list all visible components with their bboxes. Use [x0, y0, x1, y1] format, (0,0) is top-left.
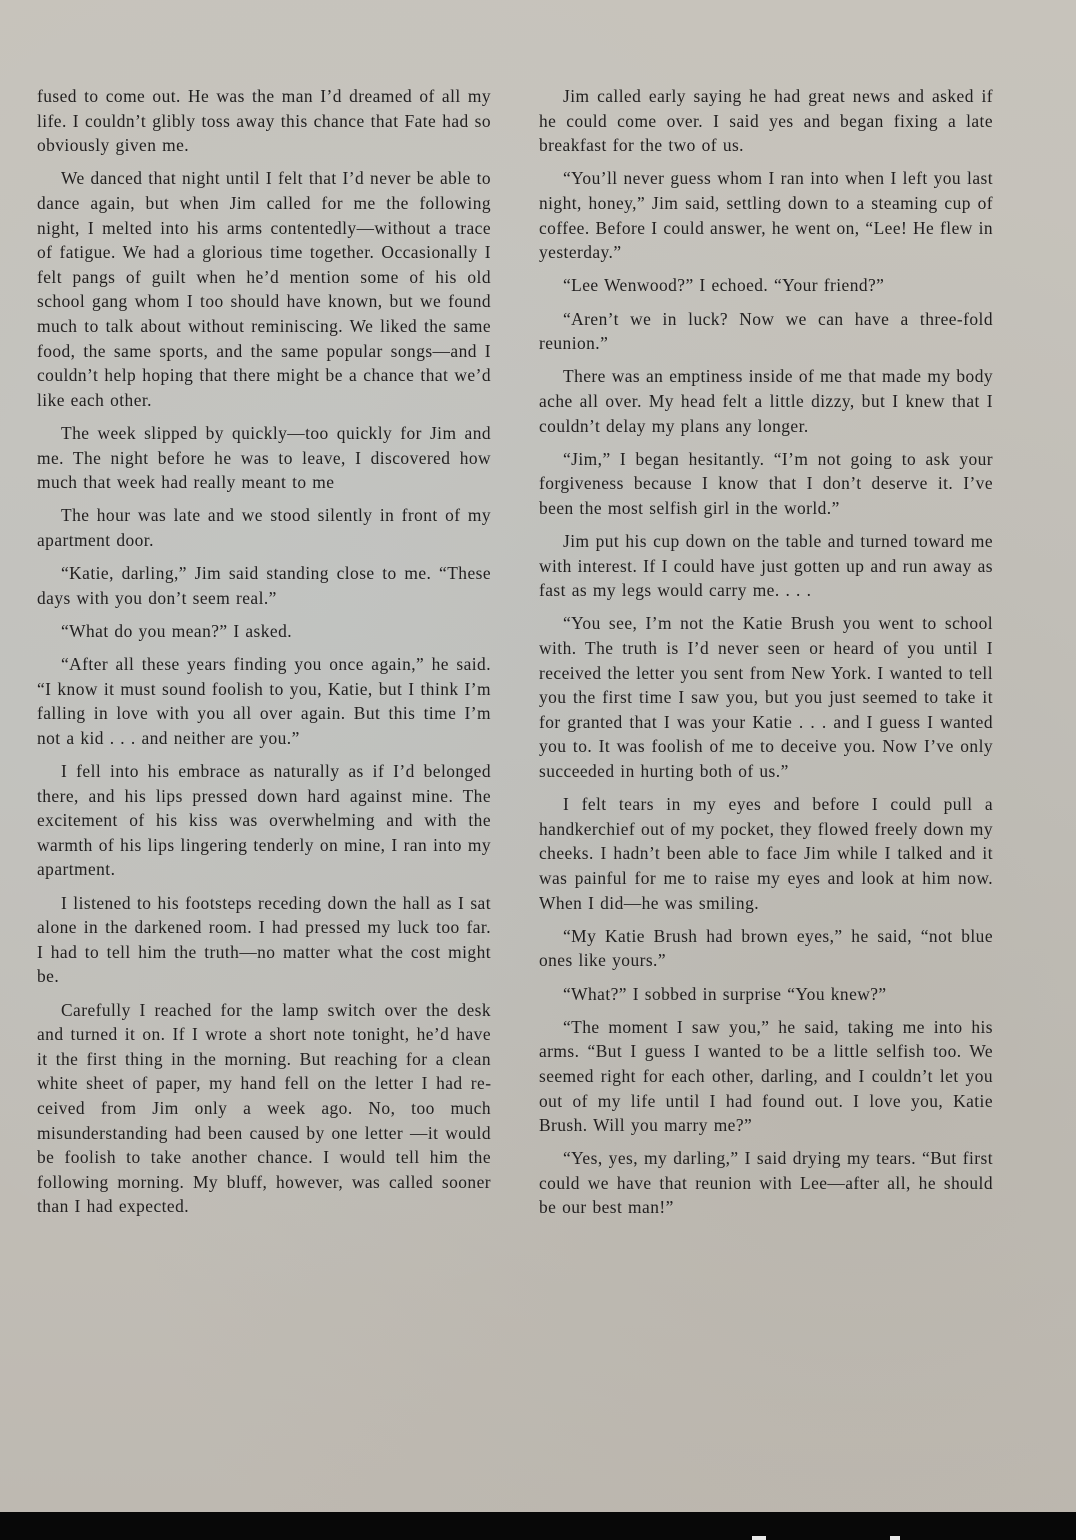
- paragraph: “Yes, yes, my darling,” I said drying my tears. “But first could we have that reunion with Lee—after all, he should be our best man!”: [539, 1148, 993, 1218]
- right-column: [539, 84, 993, 1229]
- paragraph: “You see, I’m not the Katie Brush you went to school with. The truth is I’d never seen or heard of you until I received the letter you sent from New York. I wanted to tell you the first time I saw you, but you just seemed to take it for granted that I was your Katie . . . and I guess I wanted you to. It was foolish of me to deceive you. Now I’ve only succeeded in hurting both of us.”: [539, 613, 993, 781]
- paragraph: I felt tears in my eyes and before I could pull a handkerchief out of my pocket, they flowed freely down my cheeks. I hadn’t been able to face Jim while I talked and it was painful for me to raise my eyes and look at him now. When I did—he was smiling.: [539, 794, 993, 913]
- paragraph: “The moment I saw you,” he said, taking me into his arms. “But I guess I wanted to be a little selfish too. We seemed right for each other, darling, and I couldn’t let you out of my life until I had found out. I love you, Katie Brush. Will you marry me?”: [539, 1016, 993, 1136]
- paragraph: “What do you mean?” I asked.: [61, 620, 293, 641]
- paragraph: Jim called early saying he had great news and asked if he could come over. I said yes and began fixing a late breakfast for the two of us.: [539, 86, 993, 156]
- paragraph: “Jim,” I began hesitantly. “I’m not going to ask your forgiveness because I know that I don’t deserve it. I’ve been the most selfish girl in the world.”: [539, 448, 993, 518]
- scan-bottom-border: [0, 1512, 1076, 1540]
- paragraph: Jim put his cup down on the table and turned toward me with interest. If I could have just gotten up and run away as fast as my legs would carry me. . . .: [539, 531, 993, 601]
- paragraph: The week slipped by quickly—too quickly for Jim and me. The night before he was to leave, I discovered how much that week had really meant to me: [37, 422, 491, 493]
- scan-edge-mark: [752, 1536, 766, 1540]
- paragraph: Carefully I reached for the lamp switch over the desk and turned it on. If I wrote a short note tonight, he’d have it the first thing in the morning. But reaching for a clean white sheet of paper, my hand fell on the letter I had received from Jim only a week ago. No, too much misunderstanding had been caused by one letter —it would be foolish to take another chance. I would tell him the following morning. My bluff, however, was called sooner than I had expected.: [37, 999, 491, 1217]
- paragraph: “You’ll never guess whom I ran into when I left you last night, honey,” Jim said, settling down to a steaming cup of coffee. Before I could answer, he went on, “Lee! He flew in yesterday.”: [539, 168, 993, 263]
- paragraph: We danced that night until I felt that I’d never be able to dance again, but when Jim called for me the following night, I melted into his arms contentedly—without a trace of fatigue. We had a glorious time together. Occasionally I felt pangs of guilt when he’d mention some of his old school gang whom I too should have known, but we found much to talk about without reminiscing. We liked the same food, the same sports, and the same popular songs—and I couldn’t help hoping that there might be a chance that we’d like each other.: [37, 168, 491, 410]
- paragraph: “Aren’t we in luck? Now we can have a three-fold reunion.”: [539, 308, 993, 354]
- left-column: [37, 84, 491, 1227]
- scan-edge-mark: [890, 1536, 900, 1540]
- paragraph: “What?” I sobbed in surprise “You knew?”: [563, 983, 887, 1004]
- paragraph: There was an emptiness inside of me that made my body ache all over. My head felt a little dizzy, but I knew that I couldn’t delay my plans any longer.: [539, 366, 993, 436]
- paragraph: “Katie, darling,” Jim said standing close to me. “These days with you don’t seem real.”: [37, 563, 491, 608]
- paragraph: I fell into his embrace as naturally as if I’d belonged there, and his lips pressed down hard against mine. The excitement of his kiss was overwhelming and with the warmth of his lips lingering tenderly on mine, I ran into my apartment.: [37, 761, 491, 880]
- paragraph: “My Katie Brush had brown eyes,” he said, “not blue ones like yours.”: [539, 925, 993, 971]
- paragraph: I listened to his footsteps receding down the hall as I sat alone in the darkened room. I had pressed my luck too far. I had to tell him the truth—no matter what the cost might be.: [37, 892, 491, 987]
- paragraph: The hour was late and we stood silently in front of my apartment door.: [37, 505, 491, 550]
- paragraph-continued: fused to come out. He was the man I’d dreamed of all my life. I couldn’t glibly toss away this chance that Fate had so obviously given me.: [37, 86, 491, 156]
- paragraph: “After all these years finding you once again,” he said. “I know it must sound foolish to you, Katie, but I think I’m falling in love with you all over again. But this time I’m not a kid . . . and neither are you.”: [37, 654, 491, 748]
- paragraph: “Lee Wenwood?” I echoed. “Your friend?”: [563, 275, 885, 296]
